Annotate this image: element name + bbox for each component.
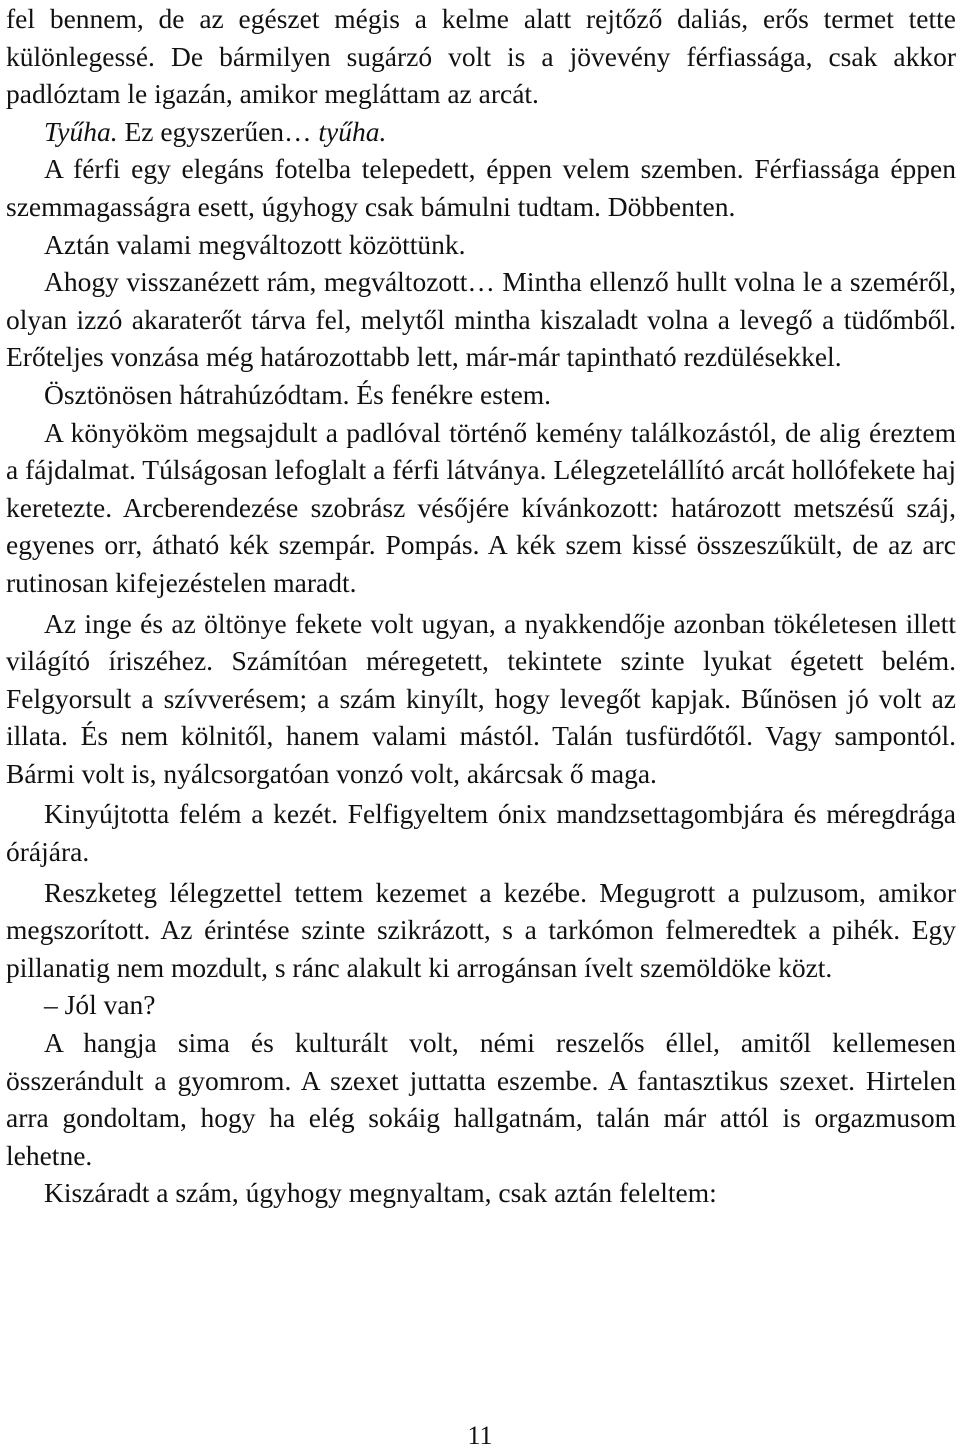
dialogue-line: – Jól van? xyxy=(44,989,156,1021)
paragraph: Reszketeg lélegzettel tettem kezemet a kezébe. Megugrott a pulzusom, amikor megszorított. Az érintése szinte szikrázott, s a tarkómon felmeredtek a pihék. Egy pillanatig nem mozdult, s ránc alakult ki arrogánsan ívelt szemöldöke közt. xyxy=(6,876,956,983)
paragraph: Kinyújtotta felém a kezét. Felfigyeltem ónix mandzsettagombjára és méregdrága órájára. xyxy=(6,798,956,868)
paragraph: Kiszáradt a szám, úgyhogy megnyaltam, csak aztán feleltem: xyxy=(44,1177,717,1209)
paragraph: A hangja sima és kulturált volt, némi reszelős éllel, amitől kellemesen összerándult a gyomrom. A szexet juttatta eszembe. A fantasztikus szexet. Hirtelen arra gondoltam, hogy ha elég sokáig hallgatnám, talán már attól is orgazmusom lehetne. xyxy=(6,1027,956,1171)
italic-word: tyűha. xyxy=(318,115,387,147)
paragraph-italic-exclamation xyxy=(6,113,956,151)
paragraph: Az inge és az öltönye fekete volt ugyan, a nyakkendője azonban tökéletesen illett világító íriszéhez. Számítóan méregetett, tekintete szinte lyukat égetett belém. Felgyorsult a szívverésem; a szám kinyílt, hogy levegőt kapjak. Bűnösen jó volt az illata. És nem kölnitől, hanem valami mástól. Talán tusfürdőtől. Vagy sampontól. Bármi volt is, nyálcsorgatóan vonzó volt, akárcsak ő maga. xyxy=(6,607,956,789)
paragraph-continued: fel bennem, de az egészet mégis a kelme alatt rejtőző daliás, erős termet tette különlegessé. De bármilyen sugárzó volt is a jövevény férfiassága, csak akkor padlóztam le igazán, amikor megláttam az arcát. xyxy=(6,3,956,110)
plain-phrase: Ez egyszerűen… xyxy=(117,115,319,147)
body-text xyxy=(6,0,956,1212)
italic-word: Tyűha. xyxy=(44,115,118,147)
paragraph: Aztán valami megváltozott közöttünk. xyxy=(44,228,466,260)
paragraph: A férfi egy elegáns fotelba telepedett, éppen velem szemben. Férfiassága éppen szemmagasságra esett, úgyhogy csak bámulni tudtam. Döbbenten. xyxy=(6,153,956,222)
page-number: 11 xyxy=(467,1421,493,1450)
paragraph: A könyököm megsajdult a padlóval történő kemény találkozástól, de alig éreztem a fájdalmat. Túlságosan lefoglalt a férfi látványa. Lélegzetelállító arcát hollófekete haj keretezte. Arcberendezése szobrász vésőjére kívánkozott: határozott metszésű száj, egyenes orr, átható kék szempár. Pompás. A kék szem kissé összeszűkült, de az arc rutinosan kifejezéstelen maradt. xyxy=(6,416,956,598)
paragraph: Ahogy visszanézett rám, megváltozott… Mintha ellenző hullt volna le a szeméről, olyan izzó akaraterőt tárva fel, melytől mintha kiszaladt volna a levegő a tüdőmből. Erőteljes vonzása még határozottabb lett, már-már tapintható rezdülésekkel. xyxy=(6,266,956,373)
paragraph: Ösztönösen hátrahúzódtam. És fenékre estem. xyxy=(44,378,552,410)
